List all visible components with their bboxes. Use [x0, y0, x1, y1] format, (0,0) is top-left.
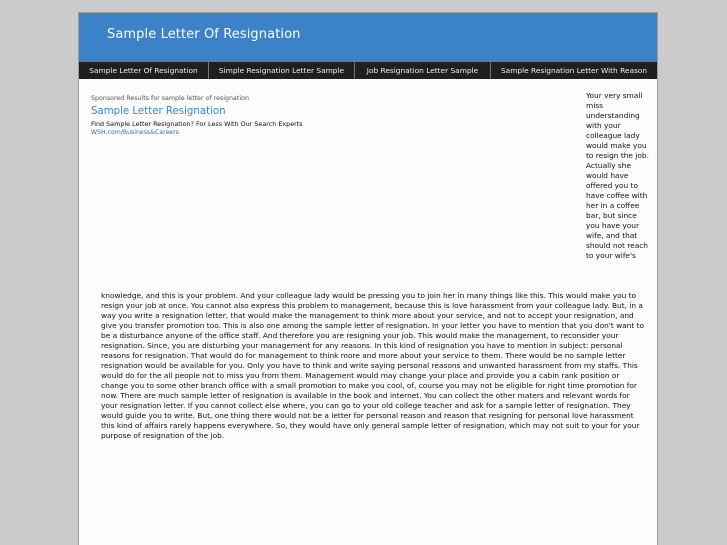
- sponsored-label: Sponsored Results for sample letter of resignation: [91, 95, 249, 102]
- site-title[interactable]: Sample Letter Of Resignation: [107, 27, 301, 42]
- nav-item-job-resignation-letter-sample[interactable]: Job Resignation Letter Sample: [355, 62, 491, 79]
- nav-item-sample-letter-of-resignation[interactable]: Sample Letter Of Resignation: [79, 62, 209, 79]
- page-container: [78, 12, 658, 545]
- ad-url-link[interactable]: WSH.com/Business&Careers: [91, 129, 179, 136]
- article-side-text: Your very small miss understanding with your colleague lady would make you to resign the job. Actually she would have offered you to have coffee with her in a coffee bar, but since you have your wife, and that should not reach to your wife's: [586, 91, 649, 260]
- article-body: knowledge, and this is your problem. And your colleague lady would be pressing you to join her in many things like this. This would make you to resign your job at once. You cannot also express this problem to management, because this is love harassment from your colleague lady. But, in a way you write a resignation letter, that would make the management to think more about your service, and not to accept your resignation, and give you transfer promotion too. This is also one among the sample letter of resignation. In your letter you have to mention that you don't want to be a disturbance anyone of the office staff. And therefore you are resigning your job. This would make the management, to reconsider your resignation. Since, you are disturbing your management for any reasons. In this kind of resignation you have to mention in subject: personal reasons for resignation. That would do for management to think more and more about your service to them. There would be no sample letter resignation would be available for you. Only you have to think and write saying personal reasons and unwanted harassment from my staffs. This would do for the all people not to miss you from them. Management would may change your place and provide you a cabin rank position or change you to some other branch office with a small promotion to make you cool, of, course you may not be eligible for right time promotion for now. There are much sample letter of resignation is available in the book and internet. You can collect the other maters and relevant words for your resignation letter. If you cannot collect else where, you can go to your old college teacher and ask for a sample letter of resignation. They would guide you to write. But, one thing there would not be a letter for personal reason and reason that resigning for personal love harassment this kind of affairs rarely happens everywhere. So, they would have only general sample letter of resignation, which may not suit to your for your purpose of resignation of the job.: [101, 291, 644, 440]
- site-header: [79, 13, 657, 62]
- sponsored-ad: [91, 95, 571, 136]
- ad-description: Find Sample Letter Resignation? For Less With Our Search Experts: [91, 120, 303, 128]
- ad-title-link[interactable]: Sample Letter Resignation: [91, 106, 226, 117]
- nav-item-sample-resignation-letter-with-reason[interactable]: Sample Resignation Letter With Reason: [500, 66, 648, 75]
- nav-item-simple-resignation-letter-sample[interactable]: Simple Resignation Letter Sample: [209, 62, 355, 79]
- main-nav: [79, 62, 657, 79]
